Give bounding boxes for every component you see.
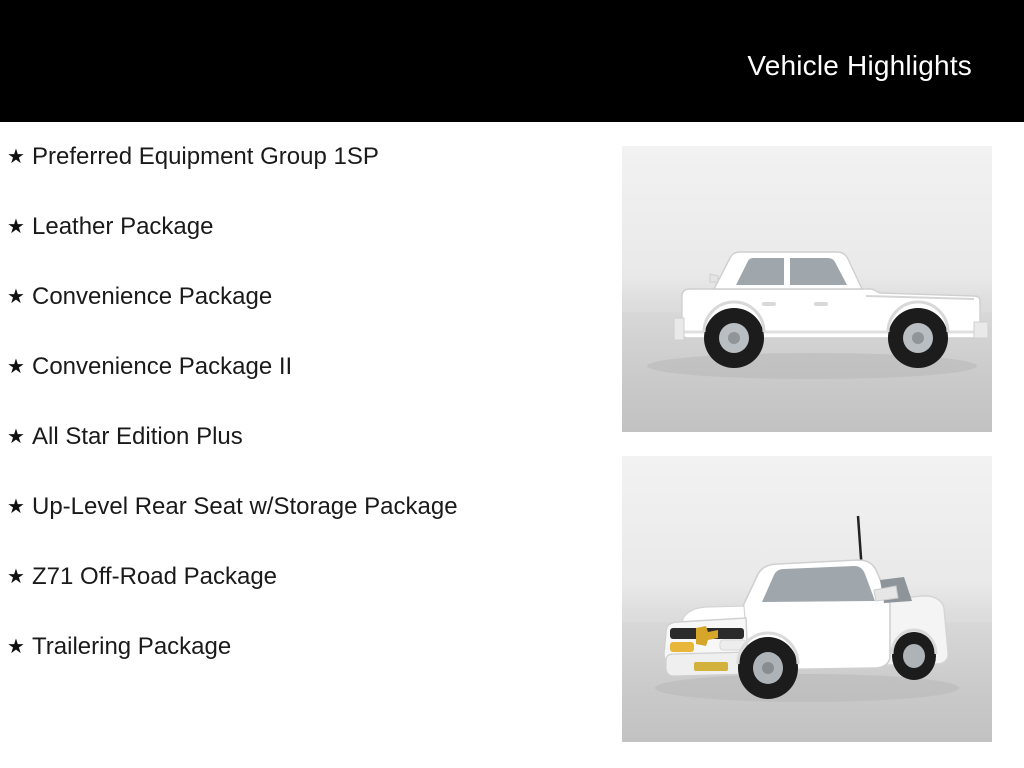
list-item <box>0 560 600 594</box>
header-bar <box>0 0 1024 122</box>
truck-front-three-quarter-illustration <box>622 456 992 742</box>
list-item <box>0 420 600 454</box>
list-item-label: Preferred Equipment Group 1SP <box>32 143 379 170</box>
list-item <box>0 350 600 384</box>
star-bullet-icon: ★ <box>7 286 25 308</box>
star-bullet-icon: ★ <box>7 636 25 658</box>
list-item <box>0 210 600 244</box>
vehicle-highlights-list <box>0 140 600 664</box>
vehicle-side-profile-photo <box>622 146 992 432</box>
list-item-label: Up-Level Rear Seat w/Storage Package <box>32 493 458 520</box>
star-bullet-icon: ★ <box>7 566 25 588</box>
star-bullet-icon: ★ <box>7 356 25 378</box>
vehicle-front-three-quarter-photo <box>622 456 992 742</box>
list-item-label: Convenience Package II <box>32 353 293 380</box>
star-bullet-icon: ★ <box>7 216 25 238</box>
list-item <box>0 280 600 314</box>
list-item-label: Trailering Package <box>32 633 232 660</box>
list-item-label: All Star Edition Plus <box>32 423 243 450</box>
list-item-label: Convenience Package <box>32 283 273 310</box>
star-bullet-icon: ★ <box>7 146 25 168</box>
list-item <box>0 630 600 664</box>
star-bullet-icon: ★ <box>7 496 25 518</box>
list-item-label: Z71 Off-Road Package <box>32 563 278 590</box>
list-item <box>0 140 600 174</box>
star-bullet-icon: ★ <box>7 426 25 448</box>
page-title: Vehicle Highlights <box>747 50 972 81</box>
list-item <box>0 490 600 524</box>
truck-side-illustration <box>622 146 992 432</box>
list-item-label: Leather Package <box>32 213 214 240</box>
